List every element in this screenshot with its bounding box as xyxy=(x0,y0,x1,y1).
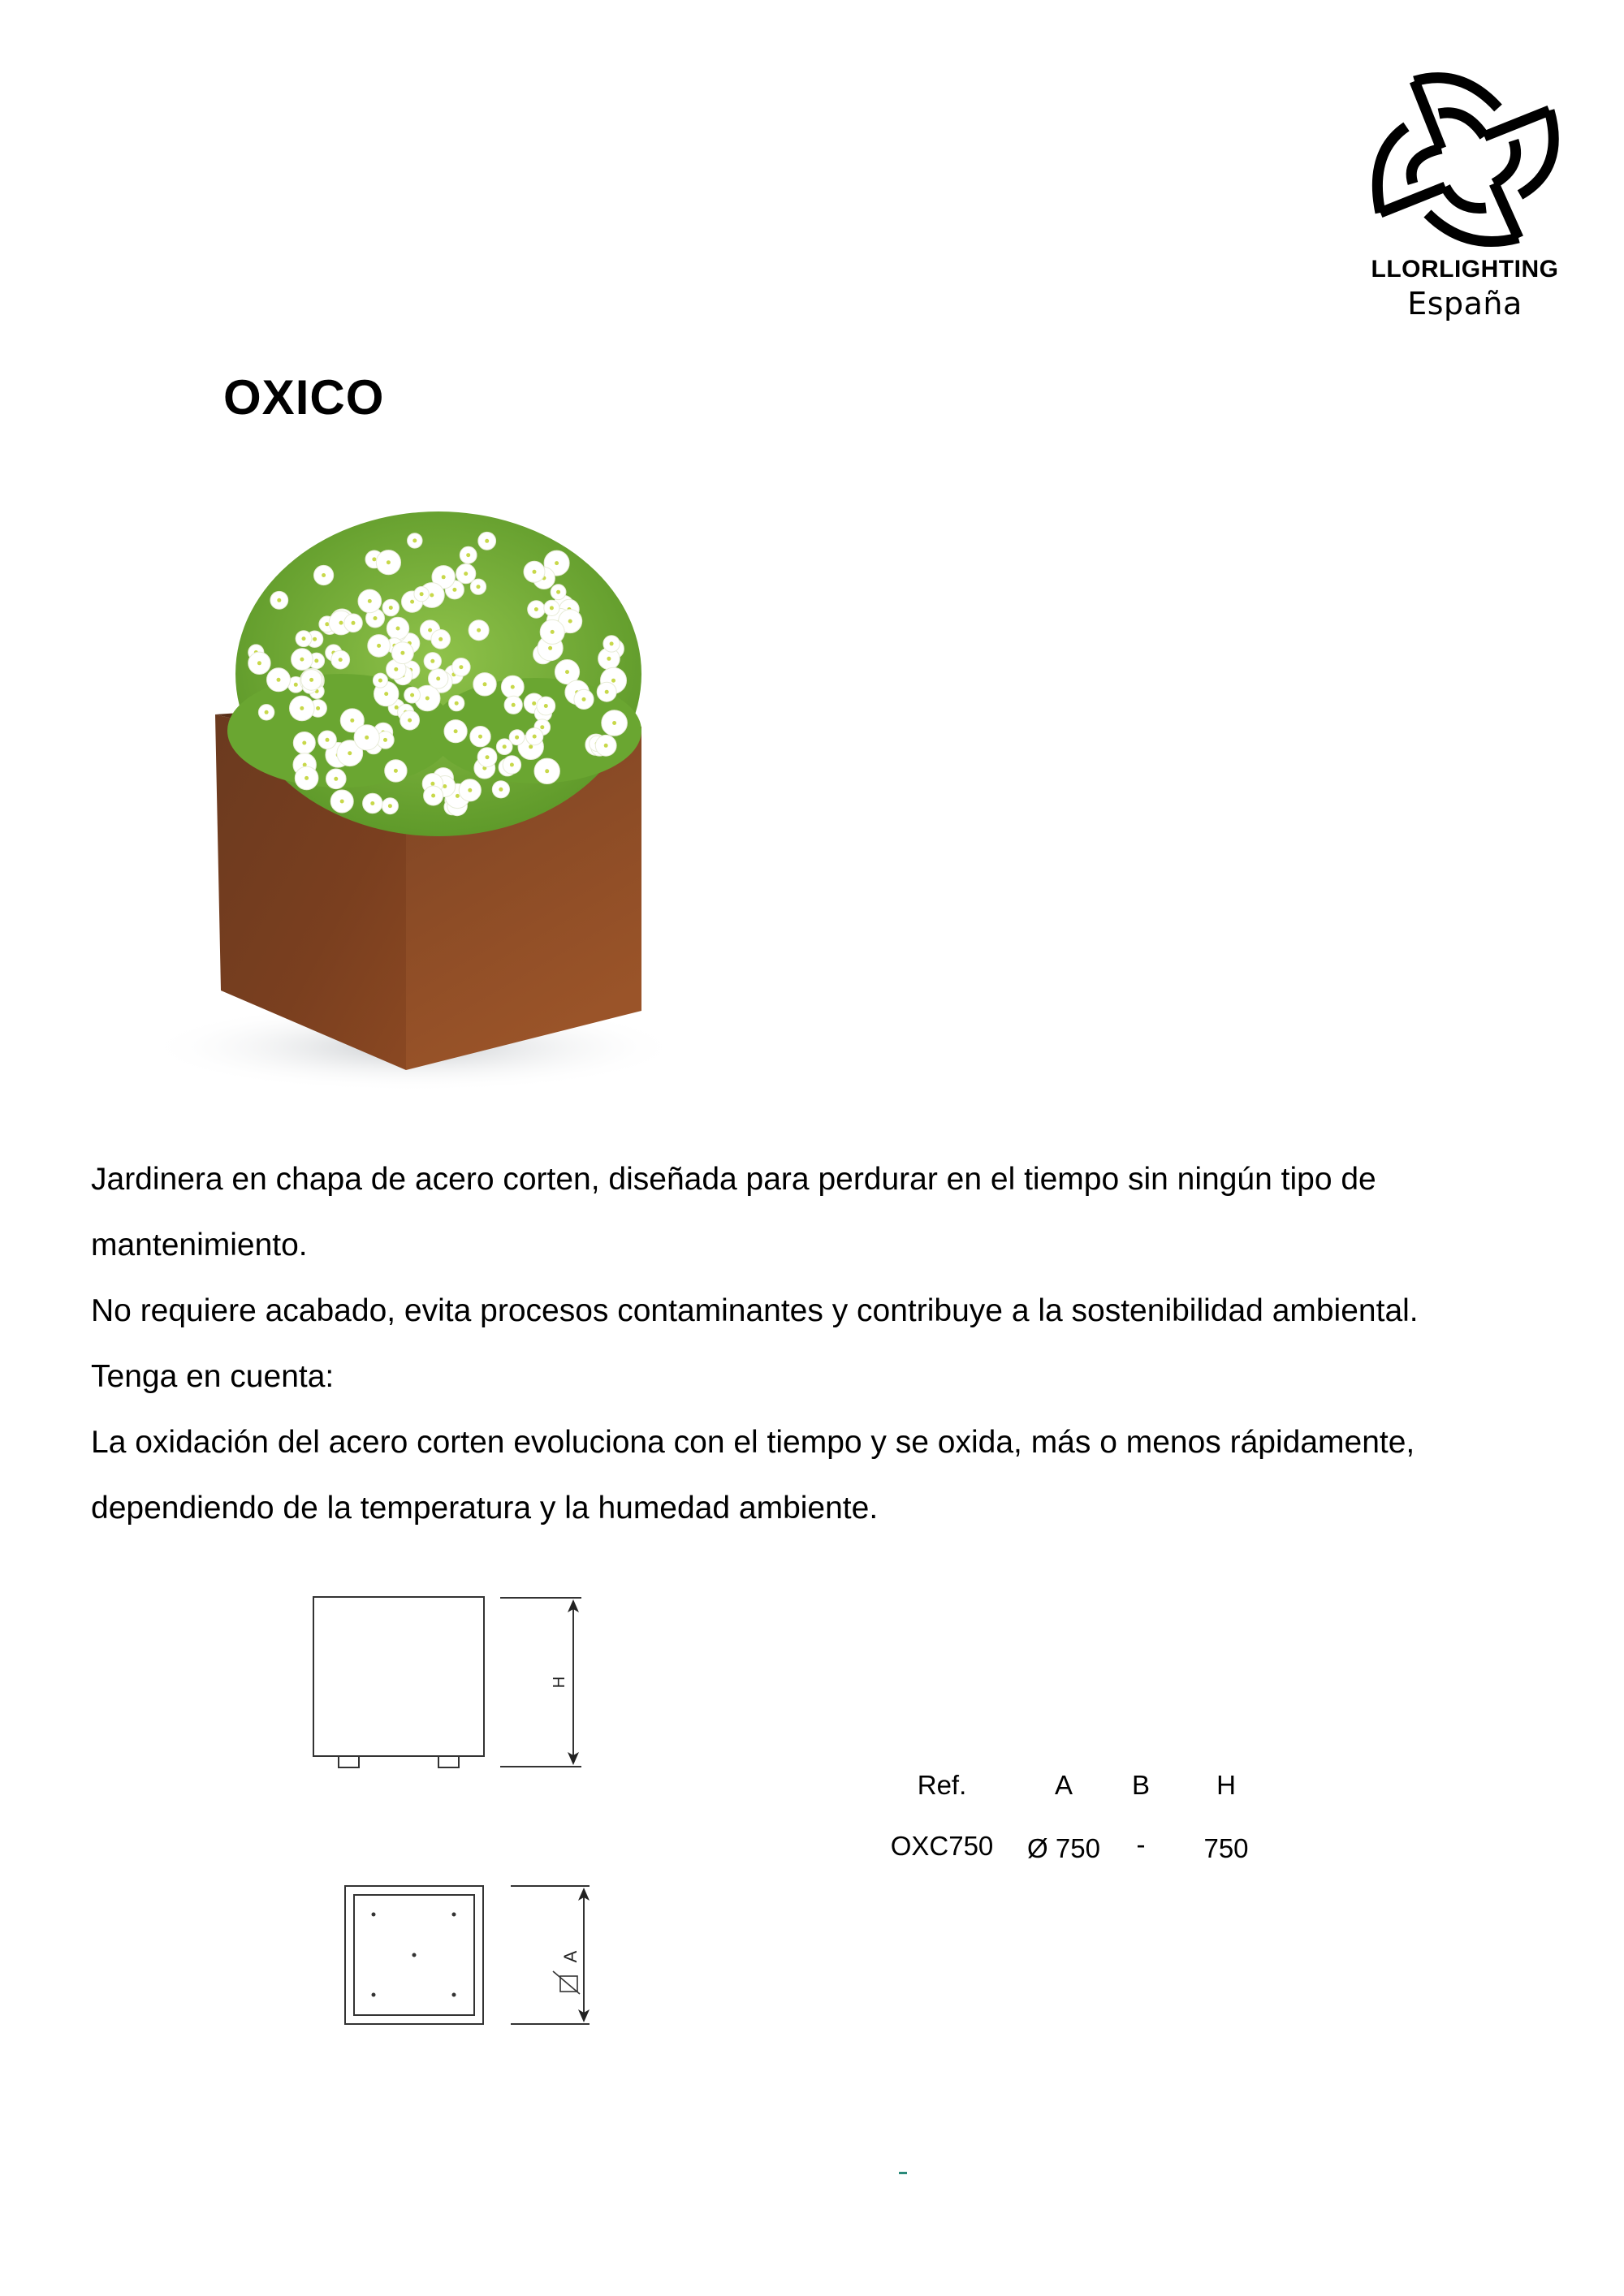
flower-center xyxy=(304,776,309,780)
flower-center xyxy=(300,706,304,710)
pinwheel-logo-icon xyxy=(1364,63,1567,250)
flower-center xyxy=(534,607,538,611)
spec-table xyxy=(869,1762,1324,1863)
flower-center xyxy=(556,590,560,594)
flower-center xyxy=(610,641,614,645)
flower-center xyxy=(325,622,329,626)
flower-center xyxy=(372,557,376,561)
dimension-label-a: A xyxy=(560,1950,581,1963)
flower-center xyxy=(605,690,609,694)
side-view-foot xyxy=(339,1756,359,1767)
side-view-drawing xyxy=(300,1591,601,1786)
flower-center xyxy=(383,738,387,742)
flower-center xyxy=(257,661,261,665)
flower-center xyxy=(486,755,490,759)
flower-center xyxy=(612,721,616,725)
flower-center xyxy=(544,704,548,708)
square-diameter-icon xyxy=(553,1971,580,1994)
flower-center xyxy=(515,736,519,740)
description-paragraph: Jardinera en chapa de acero corten, diseñada para perdurar en el tiempo sin ningún tipo de mantenimiento. xyxy=(91,1162,1376,1262)
flower-center xyxy=(277,598,281,602)
flower-center xyxy=(396,627,400,631)
flower-center xyxy=(466,553,470,557)
flower-center xyxy=(425,697,430,701)
table-cell-a: Ø 750 xyxy=(1027,1833,1100,1863)
footer-mark xyxy=(899,2172,907,2174)
flower-center xyxy=(302,741,306,745)
flower-center xyxy=(485,539,489,543)
flower-center xyxy=(533,735,537,739)
flower-center xyxy=(611,679,615,683)
side-view-foot xyxy=(438,1756,459,1767)
flower-center xyxy=(265,710,269,714)
flower-center xyxy=(374,616,378,620)
flower-center xyxy=(545,769,549,773)
flower-center xyxy=(339,658,343,662)
flower-center xyxy=(499,788,503,792)
flower-center xyxy=(394,769,398,773)
flower-center xyxy=(348,751,352,755)
flower-center xyxy=(340,800,344,804)
brand-country: España xyxy=(1407,286,1522,322)
flower-center xyxy=(387,560,391,564)
flower-center xyxy=(512,703,516,707)
description-paragraph: No requiere acabado, evita procesos contaminantes y contribuye a la sostenibilidad ambiental. xyxy=(91,1293,1419,1328)
product-description xyxy=(91,1146,1553,1541)
flower-center xyxy=(339,621,343,625)
table-header-ref: Ref. xyxy=(917,1770,967,1800)
flower-center xyxy=(313,637,317,641)
flower-center xyxy=(377,644,381,648)
flower-center xyxy=(300,658,304,662)
flower-center xyxy=(430,782,434,786)
flower-center xyxy=(365,736,369,740)
flower-center xyxy=(529,744,533,749)
drain-holes xyxy=(372,1913,456,1997)
flower-center xyxy=(309,678,313,682)
flower-center xyxy=(314,658,318,662)
table-cell-b: - xyxy=(1136,1829,1146,1859)
table-cell-h: 750 xyxy=(1203,1833,1249,1863)
flower-center xyxy=(503,744,507,749)
flower-center xyxy=(459,665,463,669)
flower-center xyxy=(532,701,536,706)
flower-center xyxy=(483,682,487,686)
side-view-body xyxy=(313,1597,484,1756)
flower-center xyxy=(431,794,435,798)
flower-center xyxy=(350,719,354,723)
flower-center xyxy=(384,692,388,696)
flower-center xyxy=(389,606,393,610)
flower-center xyxy=(316,706,320,710)
flower-center xyxy=(378,679,382,683)
table-header-h: H xyxy=(1216,1770,1236,1800)
flower-center xyxy=(456,794,460,798)
flower-center xyxy=(428,628,432,632)
brand-name: LLORLIGHTING xyxy=(1371,256,1559,283)
flower-center xyxy=(464,572,468,576)
flower-center xyxy=(550,606,554,610)
flower-center xyxy=(443,784,447,788)
flower-center xyxy=(510,763,514,767)
flower-center xyxy=(370,801,374,805)
flower-center xyxy=(410,693,414,697)
flower-center xyxy=(394,667,398,671)
flower-center xyxy=(533,570,537,574)
flower-center xyxy=(468,788,472,792)
flower-center xyxy=(420,592,424,596)
flower-center xyxy=(334,777,338,781)
description-paragraph: Tenga en cuenta: xyxy=(91,1359,335,1394)
product-title: OXICO xyxy=(223,370,385,425)
flower-center xyxy=(454,729,458,733)
table-header-a: A xyxy=(1054,1770,1073,1800)
flower-center xyxy=(352,621,356,625)
flower-center xyxy=(410,600,414,604)
flower-center xyxy=(551,630,555,634)
flower-center xyxy=(540,725,544,729)
flower-center xyxy=(430,593,434,598)
flower-center xyxy=(430,659,434,663)
flower-center xyxy=(582,697,586,701)
table-cell-ref: OXC750 xyxy=(890,1831,994,1861)
flower-center xyxy=(452,588,456,592)
flower-center xyxy=(548,646,552,650)
flower-center xyxy=(477,628,481,632)
flower-center xyxy=(477,585,481,589)
flower-center xyxy=(277,678,281,682)
flower-center xyxy=(412,538,417,542)
product-image xyxy=(0,487,812,1104)
flower-center xyxy=(604,744,608,748)
flower-center xyxy=(408,719,412,723)
flower-center xyxy=(326,738,330,742)
flower-center xyxy=(395,706,399,710)
table-header-b: B xyxy=(1131,1770,1150,1800)
flower-center xyxy=(368,599,372,603)
flower-center xyxy=(455,701,459,706)
brand-logo xyxy=(1356,57,1567,333)
flower-center xyxy=(400,651,404,655)
flower-center xyxy=(607,657,611,661)
flower-center xyxy=(294,683,298,687)
flower-center xyxy=(438,637,443,641)
flower-center xyxy=(302,637,306,641)
flower-center xyxy=(478,735,482,739)
flower-center xyxy=(511,685,515,689)
top-view-drawing xyxy=(333,1875,609,2046)
dimension-label-h: H xyxy=(551,1676,568,1689)
description-paragraph: La oxidación del acero corten evoluciona con el tiempo y se oxida, más o menos rápidamente, dependiendo de la temperatura y la humedad ambiente. xyxy=(91,1425,1415,1526)
flower-center xyxy=(322,573,326,577)
flower-center xyxy=(442,575,446,579)
flower-center xyxy=(436,676,440,680)
flower-center xyxy=(568,619,572,624)
flower-center xyxy=(565,670,569,674)
flower-center xyxy=(388,804,392,808)
flower-center xyxy=(555,561,559,565)
